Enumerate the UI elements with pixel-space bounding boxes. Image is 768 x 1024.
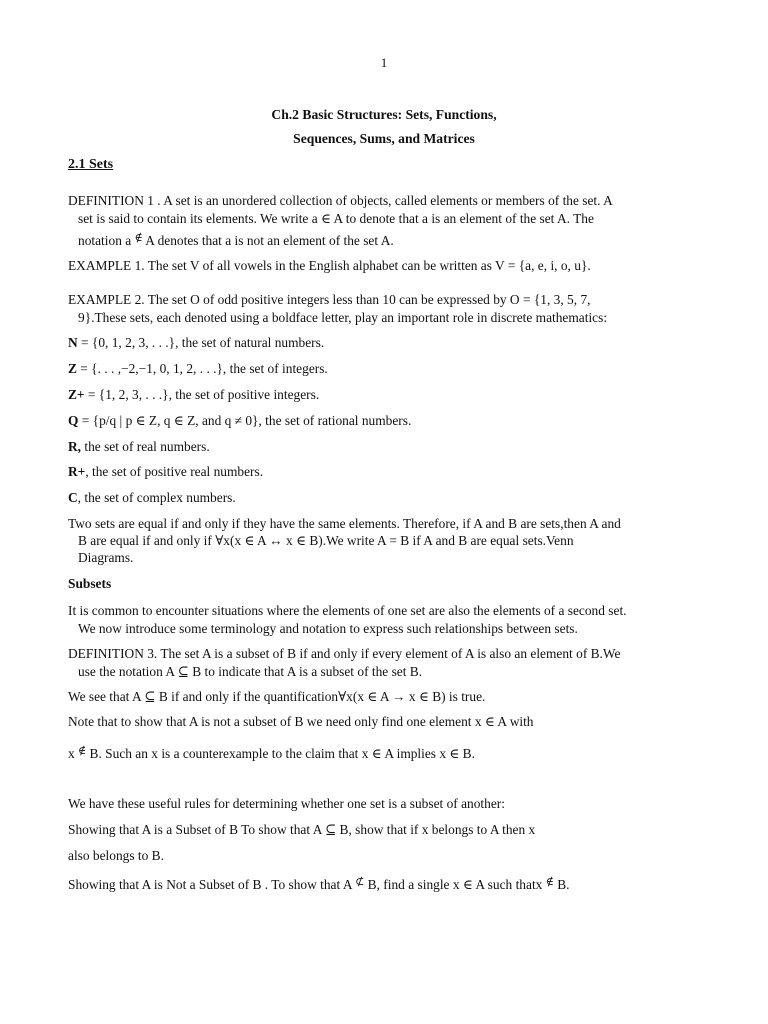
rules-intro: We have these useful rules for determining whether one set is a subset of another: [68,796,505,811]
quantification-statement: We see that A ⊆ B if and only if the quantification∀x(x ∈ A → x ∈ B) is true. [68,689,486,704]
set-symbol: Z [68,361,77,376]
set-symbol: N [68,335,78,350]
set-description: = {1, 2, 3, . . .}, the set of positive integers. [84,387,320,402]
counterexample-line [68,746,475,762]
set-real-numbers [68,439,210,455]
rule-1-line-2: also belongs to B. [68,848,164,863]
definition-1-line-3-tail: A denotes that a is not an element of the set A. [142,233,394,248]
not-element-symbol: ∉ [78,745,87,757]
rule-2-text-middle: B, find a single x ∈ A such thatx [364,877,546,892]
set-integers [68,361,328,377]
rule-2 [68,877,570,893]
set-complex-numbers [68,490,236,506]
set-description: , the set of complex numbers. [77,490,236,505]
definition-3-line-2: use the notation A ⊆ B to indicate that A is a subset of the set B. [78,664,423,679]
example-2-line-2: 9}.These sets, each denoted using a boldface letter, play an important role in discrete mathematics: [78,310,608,325]
definition-1 [68,192,708,251]
set-description: the set of real numbers. [81,439,210,454]
rule-2-text-end: B. [553,877,570,892]
chapter-title-line-1: Ch.2 Basic Structures: Sets, Functions, [271,107,497,122]
set-description: , the set of positive real numbers. [85,464,264,479]
definition-3-line-1: DEFINITION 3. The set A is a subset of B if and only if every element of A is also an element of B.We [68,646,621,661]
not-element-symbol: ∉ [545,876,554,888]
set-symbol: Q [68,413,79,428]
not-element-symbol: ∉ [134,232,143,244]
definition-3 [68,645,708,681]
set-positive-real-numbers [68,464,263,480]
counterexample-text: B. Such an x is a counterexample to the claim that x ∈ A implies x ∈ B. [86,746,475,761]
set-symbol: C [68,490,78,505]
definition-1-line-2: set is said to contain its elements. We write a ∈ A to denote that a is an element of the set A. The [78,211,594,226]
rule-1-line-1: Showing that A is a Subset of B To show that A ⊆ B, show that if x belongs to A then x [68,822,536,837]
page-number: 1 [380,55,388,70]
chapter-title-line-2: Sequences, Sums, and Matrices [293,131,475,146]
example-2 [68,291,708,327]
example-1: EXAMPLE 1. The set V of all vowels in the English alphabet can be written as V = {a, e, i, o, u}. [68,258,591,273]
not-subset-symbol: ⊄ [355,876,365,888]
subsets-intro-line-1: It is common to encounter situations where the elements of one set are also the elements of a second set. [68,603,627,618]
equal-sets-line-3: Diagrams. [78,550,134,565]
definition-1-line-1: DEFINITION 1 . A set is an unordered collection of objects, called elements or members of the set. A [68,193,613,208]
set-symbol: R+ [68,464,86,479]
set-description: = {0, 1, 2, 3, . . .}, the set of natural numbers. [77,335,325,350]
set-rational-numbers [68,413,411,429]
counterexample-prefix: x [68,746,79,761]
subsets-intro [68,602,708,638]
example-2-line-1: EXAMPLE 2. The set O of odd positive integers less than 10 can be expressed by O = {1, 3, 5, 7, [68,292,591,307]
definition-1-line-3 [68,232,708,251]
definition-1-line-3-text: notation a [78,233,135,248]
equal-sets-line-1: Two sets are equal if and only if they have the same elements. Therefore, if A and B are sets,then A and [68,516,621,531]
equal-sets-line-2: B are equal if and only if ∀x(x ∈ A ↔ x ∈ B).We write A = B if A and B are equal sets.Venn [78,533,574,548]
subsets-heading: Subsets [68,576,112,591]
set-symbol: R, [68,439,82,454]
subsets-intro-line-2: We now introduce some terminology and notation to express such relationships between sets. [78,621,578,636]
set-symbol: Z+ [68,387,85,402]
set-positive-integers [68,387,319,403]
set-description: = {p/q | p ∈ Z, q ∈ Z, and q ≠ 0}, the set of rational numbers. [78,413,412,428]
equal-sets-paragraph [68,515,708,566]
set-natural-numbers [68,335,324,351]
rule-2-text: Showing that A is Not a Subset of B . To show that A [68,877,356,892]
not-subset-note: Note that to show that A is not a subset of B we need only find one element x ∈ A with [68,714,534,729]
set-description: = {. . . ,−2,−1, 0, 1, 2, . . .}, the set of integers. [76,361,328,376]
section-heading: 2.1 Sets [68,157,114,172]
